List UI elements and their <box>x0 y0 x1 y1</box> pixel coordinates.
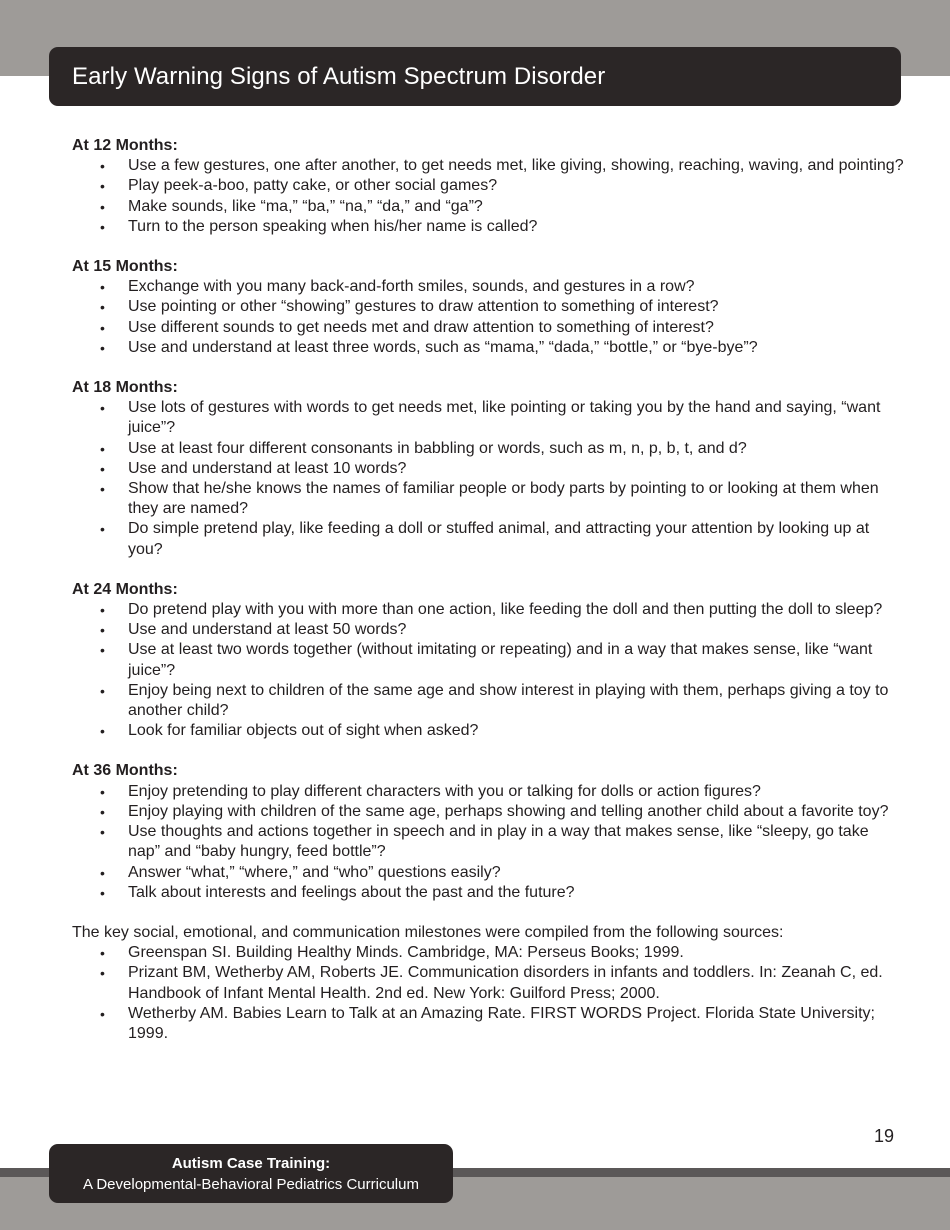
list-item-text: Look for familiar objects out of sight when asked? <box>128 722 479 740</box>
list-item <box>72 176 904 196</box>
bullet-icon: • <box>100 1005 105 1022</box>
bullet-icon: • <box>100 198 105 215</box>
list-item <box>72 721 904 741</box>
milestone-list <box>72 782 904 903</box>
bullet-icon: • <box>100 460 105 477</box>
bullet-icon: • <box>100 602 105 619</box>
list-item <box>72 338 904 358</box>
bullet-icon: • <box>100 723 105 740</box>
bullet-icon: • <box>100 218 105 235</box>
milestone-list <box>72 600 904 741</box>
list-item-text: Do pretend play with you with more than one action, like feeding the doll and then putting the doll to sleep? <box>128 601 883 619</box>
list-item-text: Do simple pretend play, like feeding a doll or stuffed animal, and attracting your attention by looking up at you? <box>128 520 870 558</box>
list-item <box>72 459 904 479</box>
section-heading: At 36 Months: <box>72 762 178 780</box>
section-heading: At 15 Months: <box>72 258 178 276</box>
list-item-text: Use and understand at least 50 words? <box>128 621 407 639</box>
list-item-text: Play peek-a-boo, patty cake, or other social games? <box>128 177 498 195</box>
section-heading: At 12 Months: <box>72 137 178 154</box>
list-item <box>72 943 904 963</box>
list-item <box>72 963 904 1003</box>
bullet-icon: • <box>100 622 105 639</box>
list-item <box>72 217 904 237</box>
list-item-text: Wetherby AM. Babies Learn to Talk at an Amazing Rate. FIRST WORDS Project. Florida State University; 1999. <box>128 1004 875 1042</box>
list-item-text: Use and understand at least 10 words? <box>128 459 407 477</box>
list-item-text: Use thoughts and actions together in speech and in play in a way that makes sense, like “sleepy, go take nap” and “baby hungry, feed bottle”? <box>128 823 869 861</box>
list-item <box>72 863 904 883</box>
milestone-list <box>72 277 904 358</box>
list-item <box>72 277 904 297</box>
list-item-text: Enjoy pretending to play different characters with you or talking for dolls or action figures? <box>128 782 761 800</box>
bullet-icon: • <box>100 965 105 982</box>
title-bar <box>49 47 901 106</box>
bullet-icon: • <box>100 339 105 356</box>
sources-section <box>72 923 904 1044</box>
list-item-text: Prizant BM, Wetherby AM, Roberts JE. Communication disorders in infants and toddlers. In: Zeanah C, ed. Handbook of Infant Mental Health. 2nd ed. New York: Guilford Press; 2000. <box>128 964 883 1002</box>
milestone-sections <box>72 136 904 903</box>
list-item-text: Enjoy playing with children of the same age, perhaps showing and telling another child about a favorite toy? <box>128 802 889 820</box>
bullet-icon: • <box>100 864 105 881</box>
list-item-text: Use lots of gestures with words to get needs met, like pointing or taking you by the hand and saying, “want juice”? <box>128 399 881 437</box>
bullet-icon: • <box>100 158 105 175</box>
bullet-icon: • <box>100 440 105 457</box>
bullet-icon: • <box>100 400 105 417</box>
list-item-text: Enjoy being next to children of the same age and show interest in playing with them, perhaps giving a toy to another child? <box>128 681 889 720</box>
page-number: 19 <box>873 1126 894 1146</box>
bullet-icon: • <box>100 682 105 699</box>
milestone-section <box>72 580 904 742</box>
section-heading: At 18 Months: <box>72 379 178 397</box>
footer-box <box>49 1144 453 1203</box>
milestone-list <box>72 156 904 237</box>
bullet-icon: • <box>100 521 105 538</box>
list-item-text: Use at least four different consonants in babbling or words, such as m, n, p, b, t, and d? <box>128 439 747 457</box>
list-item <box>72 883 904 903</box>
milestone-section <box>72 257 904 358</box>
sources-list <box>72 943 904 1044</box>
list-item <box>72 822 904 862</box>
bullet-icon: • <box>100 824 105 841</box>
bullet-icon: • <box>100 783 105 800</box>
milestone-section <box>72 761 904 902</box>
bullet-icon: • <box>100 642 105 659</box>
list-item-text: Use pointing or other “showing” gestures to draw attention to something of interest? <box>128 298 719 316</box>
list-item-text: Greenspan SI. Building Healthy Minds. Cambridge, MA: Perseus Books; 1999. <box>128 944 684 962</box>
list-item <box>72 439 904 459</box>
footer-subtitle: A Developmental-Behavioral Pediatrics Curriculum <box>83 1176 419 1193</box>
list-item <box>72 640 904 680</box>
list-item <box>72 1004 904 1044</box>
list-item <box>72 297 904 317</box>
section-heading: At 24 Months: <box>72 580 178 598</box>
list-item-text: Exchange with you many back-and-forth smiles, sounds, and gestures in a row? <box>128 278 695 296</box>
list-item <box>72 620 904 640</box>
bullet-icon: • <box>100 178 105 195</box>
milestone-section <box>72 136 904 237</box>
list-item-text: Answer “what,” “where,” and “who” questions easily? <box>128 863 501 881</box>
list-item <box>72 197 904 217</box>
list-item <box>72 782 904 802</box>
list-item <box>72 479 904 519</box>
list-item <box>72 318 904 338</box>
sources-intro: The key social, emotional, and communication milestones were compiled from the following sources: <box>72 923 784 941</box>
list-item <box>72 681 904 721</box>
list-item-text: Use different sounds to get needs met and draw attention to something of interest? <box>128 318 714 336</box>
bullet-icon: • <box>100 884 105 901</box>
bullet-icon: • <box>100 299 105 316</box>
bullet-icon: • <box>100 279 105 296</box>
footer-title: Autism Case Training: <box>171 1155 331 1172</box>
list-item-text: Show that he/she knows the names of familiar people or body parts by pointing to or looking at them when they are named? <box>128 480 879 518</box>
bullet-icon: • <box>100 803 105 820</box>
bullet-icon: • <box>100 481 105 498</box>
list-item <box>72 802 904 822</box>
bullet-icon: • <box>100 945 105 962</box>
list-item-text: Use at least two words together (without imitating or repeating) and in a way that makes sense, like “want juice”? <box>128 641 873 679</box>
list-item-text: Make sounds, like “ma,” “ba,” “na,” “da,” and “ga”? <box>128 197 483 215</box>
document-content <box>72 136 904 1064</box>
list-item-text: Use and understand at least three words, such as “mama,” “dada,” “bottle,” or “bye-bye”? <box>128 338 758 356</box>
list-item-text: Talk about interests and feelings about the past and the future? <box>128 883 575 901</box>
list-item-text: Turn to the person speaking when his/her name is called? <box>128 217 538 235</box>
list-item <box>72 519 904 559</box>
list-item <box>72 600 904 620</box>
milestone-section <box>72 378 904 560</box>
list-item <box>72 398 904 438</box>
list-item-text: Use a few gestures, one after another, to get needs met, like giving, showing, reaching, waving, and pointing? <box>128 157 904 175</box>
list-item <box>72 156 904 176</box>
milestone-list <box>72 398 904 560</box>
bullet-icon: • <box>100 319 105 336</box>
page-title: Early Warning Signs of Autism Spectrum Disorder <box>72 62 606 90</box>
